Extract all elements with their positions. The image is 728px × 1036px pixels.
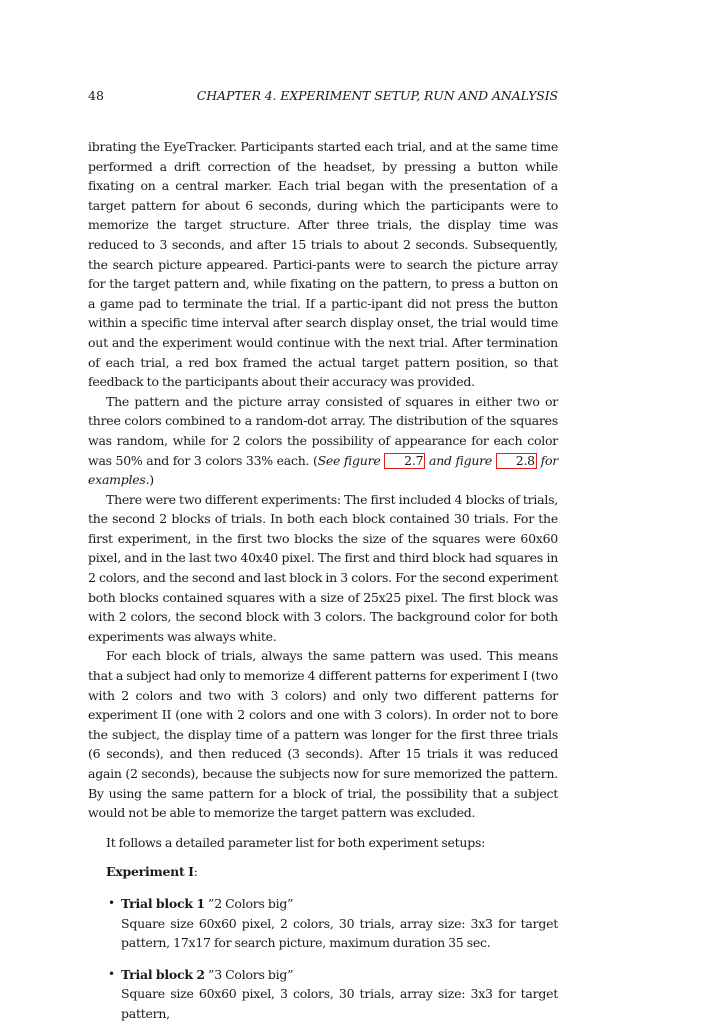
paragraph-two-experiments: There were two different experiments: The first included 4 blocks of trials, the second 2 blocks of trials. In both each block contained 30 trials. For the first experiment, in the first two blocks the size of the squares were 60x60 pixel, and in the last two 40x40 pixel. The first and third block had squares in 2 colors, and the second and last block in 3 colors. For the second experiment both blocks contained squares with a size of 25x25 pixel. The first block was with 2 colors, the second block with 3 colors. The background color for both experiments was always white. [88,491,558,644]
list-item [88,965,558,1024]
trial-block-description: Square size 60x60 pixel, 2 colors, 30 trials, array size: 3x3 for target pattern, 17x17 for search picture, maximum duration 35 sec. [121,915,558,951]
figure-2-8-link[interactable]: 2.8 [496,453,537,469]
bullet-icon: • [108,966,115,981]
figure-ref-suffix: for examples. [88,452,558,488]
trial-block-name: ”3 Colors big” [204,966,294,982]
figure-2-7-link[interactable]: 2.7 [384,453,425,469]
paragraph-pattern-array [88,392,558,490]
paragraph-same-pattern: For each block of trials, always the same pattern was used. This means that a subject had only to memorize 4 different patterns for experiment I (two with 2 colors and two with 3 colors) and only two different patterns for experiment II (one with 2 colors and one with 3 colors). In order not to bore the subject, the display time of a pattern was longer for the first three trials (6 seconds), and then reduced (3 seconds). After 15 trials it was reduced again (2 seconds), because the subjects now for sure memorized the pattern. By using the same pattern for a block of trial, the possibility that a subject would not be able to memorize the target pattern was excluded. [88,648,558,821]
experiment-heading-label: Experiment I [106,864,194,880]
chapter-title: CHAPTER 4. EXPERIMENT SETUP, RUN AND ANALYSIS [196,88,558,103]
trial-block-description: Square size 60x60 pixel, 3 colors, 30 trials, array size: 3x3 for target pattern, [121,986,558,1021]
page-number: 48 [88,88,104,103]
body-text [88,137,558,1036]
trial-block-list [88,894,558,1024]
bullet-icon: • [108,895,115,910]
list-item [88,894,558,953]
parameter-list-intro: It follows a detailed parameter list for both experiment setups: [106,834,486,850]
closing-parenthesis: ) [149,472,154,488]
experiment-heading-colon: : [193,864,198,880]
figure-ref-mid: and figure [425,452,496,468]
paragraph-pattern-array-text: The pattern and the picture array consisted of squares in either two or three colors combined to a random-dot array. The distribution of the squares was random, while for 2 colors the possibility of appearance for each color was 50% and for 3 colors 33% each. ( [88,393,558,468]
figure-ref-prefix: See figure [317,452,385,468]
trial-block-title: Trial block 1 [121,895,205,911]
trial-block-name: ”2 Colors big” [204,895,294,911]
running-header [88,87,558,105]
trial-block-title: Trial block 2 [121,966,205,982]
paragraph-eyetracker-procedure: ibrating the EyeTracker. Participants started each trial, and at the same time performed a drift correction of the headset, by pressing a button while fixating on a central marker. Each trial began with the presentation of a target pattern for about 6 seconds, during which the participants were to memorize the target structure. After three trials, the display time was reduced to 3 seconds, and after 15 trials to about 2 seconds. Subsequently, the search picture appeared. Partici-pants were to search the picture array for the target pattern and, while fixating on the pattern, to press a button on a game pad to terminate the trial. If a partic-ipant did not press the button within a specific time interval after search display onset, the trial would time out and the experiment would continue with the next trial. After termination of each trial, a red box framed the actual target pattern position, so that feedback to the participants about their accuracy was provided. [88,139,558,390]
experiment-heading [106,862,558,882]
